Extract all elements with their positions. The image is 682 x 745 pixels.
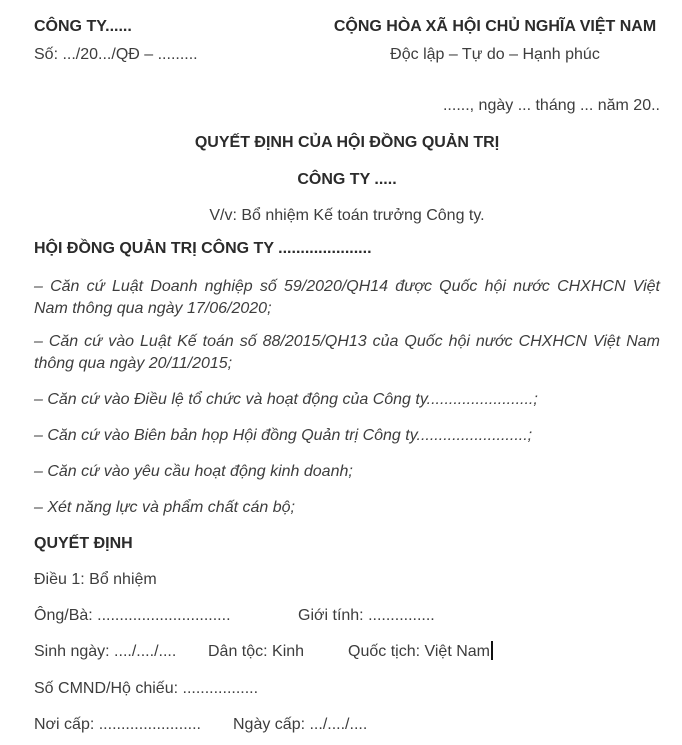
nationality-field[interactable]: Quốc tịch: Việt Nam xyxy=(348,643,490,660)
text-cursor xyxy=(491,641,493,660)
recital-board-minutes[interactable]: – Căn cứ vào Biên bản họp Hội đồng Quản trị Công ty.........................; xyxy=(34,427,533,444)
company-name[interactable]: CÔNG TY...... xyxy=(34,18,132,35)
recital-accounting-law[interactable]: – Căn cứ vào Luật Kế toán số 88/2015/QH13 của Quốc hội nước CHXHCN Việt Nam thông qua ngày 20/11/2015; xyxy=(34,333,660,372)
document-header xyxy=(34,13,660,69)
date-place-line[interactable]: ......, ngày ... tháng ... năm 20.. xyxy=(442,97,660,114)
recital-capability[interactable]: – Xét năng lực và phẩm chất cán bộ; xyxy=(34,499,295,516)
decision-subject[interactable]: V/v: Bổ nhiệm Kế toán trưởng Công ty. xyxy=(209,207,485,224)
decision-title[interactable]: QUYẾT ĐỊNH CỦA HỘI ĐỒNG QUẢN TRỊ xyxy=(194,134,500,151)
name-gender-row xyxy=(34,605,660,627)
article-1-heading[interactable]: Điều 1: Bổ nhiệm xyxy=(34,571,157,588)
recital-enterprise-law[interactable]: – Căn cứ Luật Doanh nghiệp số 59/2020/QH14 được Quốc hội nước CHXHCN Việt Nam thông qua ngày 17/06/2020; xyxy=(34,278,660,317)
recital-business-needs[interactable]: – Căn cứ vào yêu cầu hoạt động kinh doanh; xyxy=(34,463,353,480)
issue-place-field[interactable]: Nơi cấp: ....................... xyxy=(34,716,201,733)
id-row xyxy=(34,678,660,700)
ethnicity-field[interactable]: Dân tộc: Kinh xyxy=(208,643,305,660)
birth-row xyxy=(34,641,660,663)
issuer-line[interactable]: HỘI ĐỒNG QUẢN TRỊ CÔNG TY ..................... xyxy=(34,240,372,257)
decision-title-company[interactable]: CÔNG TY ..... xyxy=(297,171,397,188)
id-number-field[interactable]: Số CMND/Hộ chiếu: ................. xyxy=(34,680,259,697)
decision-heading[interactable]: QUYẾT ĐỊNH xyxy=(34,535,133,552)
issue-date-field[interactable]: Ngày cấp: .../..../.... xyxy=(233,716,368,733)
national-motto[interactable]: Độc lập – Tự do – Hạnh phúc xyxy=(390,46,600,63)
national-title[interactable]: CỘNG HÒA XÃ HỘI CHỦ NGHĨA VIỆT NAM xyxy=(333,18,657,35)
birthdate-field[interactable]: Sinh ngày: ..../..../.... xyxy=(34,643,177,660)
header-right-column xyxy=(314,13,660,69)
name-field[interactable]: Ông/Bà: .............................. xyxy=(34,607,231,624)
document-number[interactable]: Số: .../20.../QĐ – ......... xyxy=(34,46,198,63)
header-left-column xyxy=(34,13,314,69)
recital-company-charter[interactable]: – Căn cứ vào Điều lệ tổ chức và hoạt động của Công ty........................; xyxy=(34,391,538,408)
issue-row xyxy=(34,714,660,736)
gender-field[interactable]: Giới tính: ............... xyxy=(298,607,435,624)
